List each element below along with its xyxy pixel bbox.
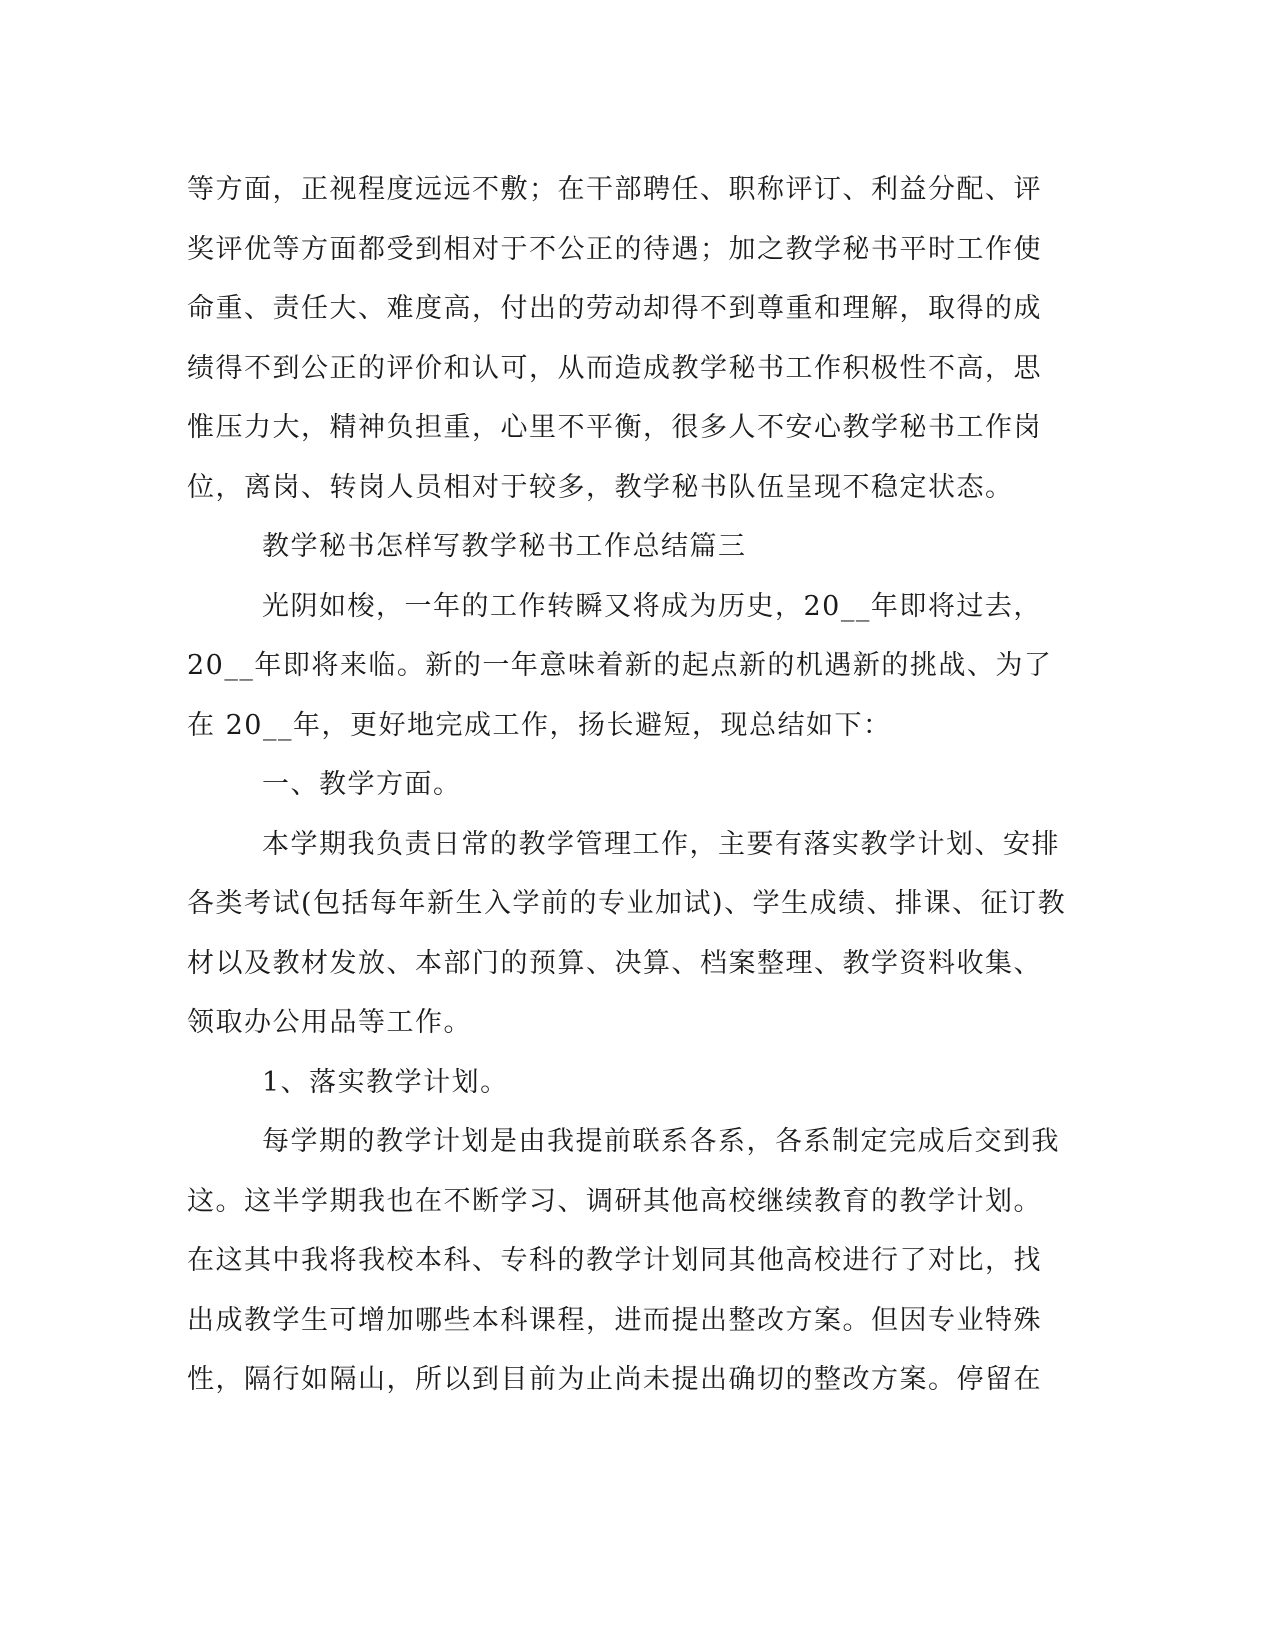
text-line: 性，隔行如隔山，所以到目前为止尚未提出确切的整改方案。停留在	[187, 1364, 1042, 1395]
text-line: 命重、责任大、难度高，付出的劳动却得不到尊重和理解，取得的成	[187, 293, 1042, 324]
item-heading: 1、落实教学计划。	[262, 1066, 509, 1098]
text-line: 惟压力大，精神负担重，心里不平衡，很多人不安心教学秘书工作岗	[187, 412, 1042, 443]
text-line: 等方面，正视程度远远不敷；在干部聘任、职称评订、利益分配、评	[187, 174, 1042, 205]
text-line: 位，离岗、转岗人员相对于较多，教学秘书队伍呈现不稳定状态。	[187, 471, 1014, 503]
text-line: 绩得不到公正的评价和认可，从而造成教学秘书工作积极性不高，思	[187, 352, 1042, 384]
text-line: 20__年即将来临。新的一年意味着新的起点新的机遇新的挑战、为了	[187, 650, 1053, 681]
paragraph-start: 本学期我负责日常的教学管理工作，主要有落实教学计划、安排	[262, 828, 1060, 860]
text-line: 各类考试(包括每年新生入学前的专业加试)、学生成绩、排课、征订教	[187, 888, 1067, 919]
document-body	[187, 160, 1087, 1410]
section-heading: 教学秘书怎样写教学秘书工作总结篇三	[262, 531, 747, 562]
paragraph-start: 光阴如梭，一年的工作转瞬又将成为历史，20__年即将过去，	[262, 590, 1042, 622]
text-line: 在 20__年，更好地完成工作，扬长避短，现总结如下：	[187, 709, 892, 741]
text-line: 领取办公用品等工作。	[187, 1007, 472, 1038]
text-line: 材以及教材发放、本部门的预算、决算、档案整理、教学资料收集、	[187, 947, 1042, 979]
text-line: 奖评优等方面都受到相对于不公正的待遇；加之教学秘书平时工作使	[187, 233, 1042, 265]
subsection-heading: 一、教学方面。	[262, 769, 462, 800]
text-line: 这。这半学期我也在不断学习、调研其他高校继续教育的教学计划。	[187, 1185, 1042, 1217]
paragraph-start: 每学期的教学计划是由我提前联系各系，各系制定完成后交到我	[262, 1126, 1060, 1157]
text-line: 在这其中我将我校本科、专科的教学计划同其他高校进行了对比，找	[187, 1245, 1042, 1276]
text-line: 出成教学生可增加哪些本科课程，进而提出整改方案。但因专业特殊	[187, 1304, 1042, 1336]
